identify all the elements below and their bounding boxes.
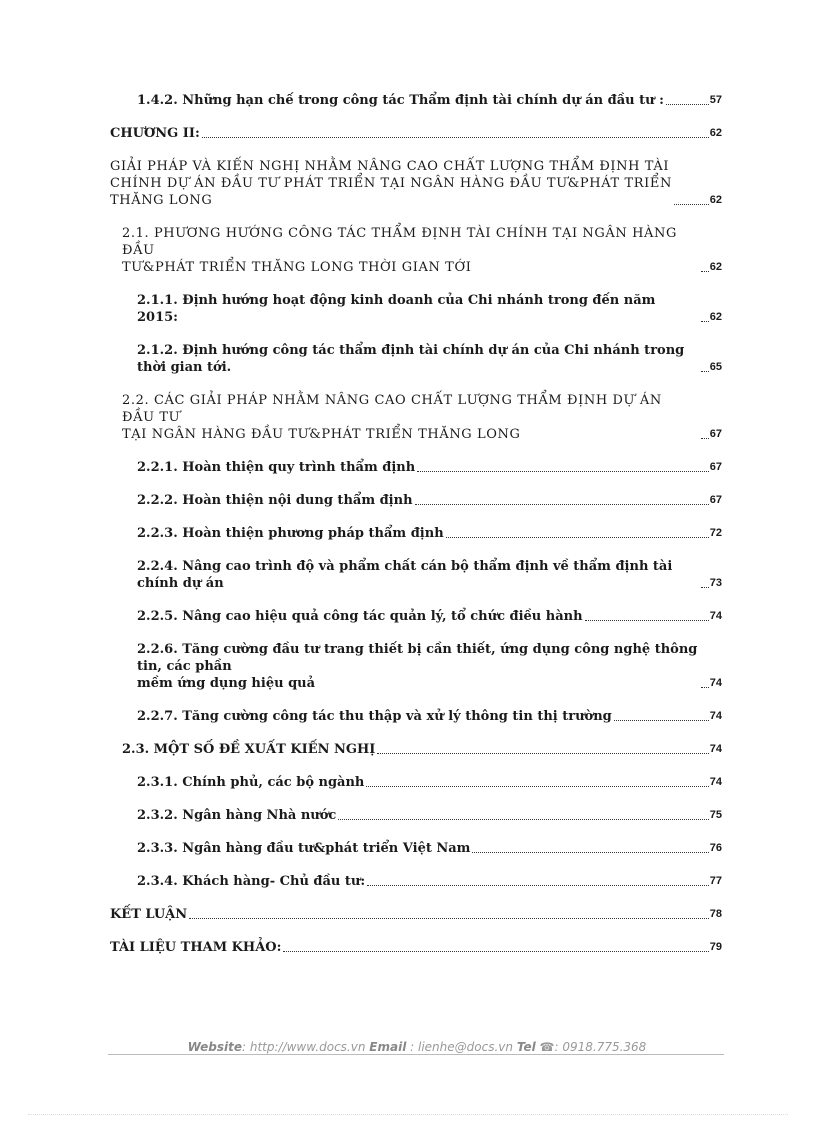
toc-entry-title: 2.1. PHƯƠNG HƯỚNG CÔNG TÁC THẨM ĐỊNH TÀI CHÍNH TẠI NGÂN HÀNG ĐẦU TƯ&PHÁT TRIỂN THĂNG LONG THỜI GIAN TỚI xyxy=(122,226,677,275)
toc-entry-title: 2.1.2. Định hướng công tác thẩm định tài chính dự án của Chi nhánh trong thời gian tới. xyxy=(137,343,685,375)
toc-page-number: 57 xyxy=(709,94,722,106)
toc-page-number: 76 xyxy=(709,842,722,854)
toc-entry[interactable] xyxy=(110,525,722,542)
toc-leader-dots xyxy=(585,620,709,621)
toc-leader-dots xyxy=(701,371,709,372)
toc-entry[interactable] xyxy=(110,873,722,890)
toc-leader-dots xyxy=(366,786,708,787)
toc-page-number: 73 xyxy=(709,577,722,589)
toc-page-number: 78 xyxy=(709,908,722,920)
toc-leader-dots xyxy=(472,852,708,853)
toc-entry-title: 2.2.4. Nâng cao trình độ và phẩm chất cán bộ thẩm định về thẩm định tài chính dự án xyxy=(137,559,673,591)
toc-page-number: 67 xyxy=(709,428,722,440)
toc-leader-dots xyxy=(701,687,709,688)
page-edge-divider xyxy=(28,1114,788,1115)
toc-entry-title: 2.2. CÁC GIẢI PHÁP NHẰM NÂNG CAO CHẤT LƯỢNG THẨM ĐỊNH DỰ ÁN ĐẦU TƯ TẠI NGÂN HÀNG ĐẦU TƯ&PHÁT TRIỂN THĂNG LONG xyxy=(122,393,662,442)
toc-entry[interactable] xyxy=(110,125,722,142)
toc-entry-title: TÀI LIỆU THAM KHẢO: xyxy=(110,940,282,955)
toc-page-number: 77 xyxy=(709,875,722,887)
page-footer xyxy=(110,1040,724,1054)
toc-entry-title: 1.4.2. Những hạn chế trong công tác Thẩm định tài chính dự án đầu tư : xyxy=(137,93,664,108)
toc-entry[interactable] xyxy=(110,292,722,326)
toc-leader-dots xyxy=(701,321,709,322)
toc-entry[interactable] xyxy=(110,492,722,509)
toc-page-number: 74 xyxy=(709,677,722,689)
toc-entry-title: 2.3.2. Ngân hàng Nhà nước xyxy=(137,808,337,823)
toc-entry-title: CHƯƠNG II: xyxy=(110,126,200,141)
toc-entry[interactable] xyxy=(110,708,722,725)
toc-page-number: 74 xyxy=(709,610,722,622)
footer-email-label: Email xyxy=(369,1040,407,1054)
toc-page-number: 67 xyxy=(709,494,722,506)
toc-leader-dots xyxy=(674,204,709,205)
toc-leader-dots xyxy=(701,271,709,272)
toc-entry-title: 2.2.3. Hoàn thiện phương pháp thẩm định xyxy=(137,526,444,541)
footer-tel: ☎: 0918.775.368 xyxy=(539,1040,647,1054)
toc-entry-title: 2.3.1. Chính phủ, các bộ ngành xyxy=(137,775,365,790)
toc-entry-title: 2.3. MỘT SỐ ĐỀ XUẤT KIẾN NGHỊ xyxy=(122,742,376,757)
footer-website[interactable]: : http://www.docs.vn xyxy=(242,1040,366,1054)
toc-leader-dots xyxy=(283,951,708,952)
toc-leader-dots xyxy=(446,537,709,538)
toc-leader-dots xyxy=(415,504,709,505)
toc-page-number: 74 xyxy=(709,776,722,788)
toc-entry[interactable] xyxy=(110,939,722,956)
footer-divider xyxy=(108,1054,724,1055)
toc-leader-dots xyxy=(666,104,709,105)
toc-entry[interactable] xyxy=(110,641,722,692)
toc-entry[interactable] xyxy=(110,459,722,476)
toc-leader-dots xyxy=(202,137,709,138)
toc-page-number: 72 xyxy=(709,527,722,539)
toc-entry-title: 2.1.1. Định hướng hoạt động kinh doanh của Chi nhánh trong đến năm 2015: xyxy=(137,293,656,325)
toc-leader-dots xyxy=(701,587,709,588)
toc-page-number: 74 xyxy=(709,710,722,722)
toc-page-number: 75 xyxy=(709,809,722,821)
toc-entry[interactable] xyxy=(110,840,722,857)
toc-entry-title: GIẢI PHÁP VÀ KIẾN NGHỊ NHẰM NÂNG CAO CHẤT LƯỢNG THẨM ĐỊNH TÀI CHÍNH DỰ ÁN ĐẦU TƯ PHÁT TRIỂN TẠI NGÂN HÀNG ĐẦU TƯ&PHÁT TRIỂN THĂNG LONG xyxy=(110,159,672,208)
toc-entry[interactable] xyxy=(110,158,722,209)
toc-leader-dots xyxy=(701,438,709,439)
table-of-contents xyxy=(110,92,722,972)
toc-entry[interactable] xyxy=(110,225,722,276)
toc-entry-title: 2.2.6. Tăng cường đầu tư trang thiết bị cần thiết, ứng dụng công nghệ thông tin, các phần mềm ứng dụng hiệu quả xyxy=(137,642,698,691)
toc-page-number: 67 xyxy=(709,461,722,473)
toc-entry[interactable] xyxy=(110,392,722,443)
footer-website-label: Website xyxy=(187,1040,242,1054)
toc-leader-dots xyxy=(377,753,708,754)
toc-entry-title: KẾT LUẬN xyxy=(110,907,188,922)
toc-page-number: 74 xyxy=(709,743,722,755)
footer-email[interactable]: : lienhe@docs.vn xyxy=(410,1040,513,1054)
toc-leader-dots xyxy=(367,885,709,886)
toc-entry-title: 2.2.1. Hoàn thiện quy trình thẩm định xyxy=(137,460,416,475)
toc-entry[interactable] xyxy=(110,342,722,376)
toc-entry-title: 2.2.5. Nâng cao hiệu quả công tác quản lý, tổ chức điều hành xyxy=(137,609,583,624)
toc-page-number: 65 xyxy=(709,361,722,373)
toc-entry[interactable] xyxy=(110,906,722,923)
toc-leader-dots xyxy=(417,471,709,472)
toc-entry[interactable] xyxy=(110,741,722,758)
toc-page-number: 62 xyxy=(709,127,722,139)
toc-entry-title: 2.3.4. Khách hàng- Chủ đầu tư: xyxy=(137,874,366,889)
toc-page-number: 62 xyxy=(709,261,722,273)
toc-entry[interactable] xyxy=(110,774,722,791)
toc-entry[interactable] xyxy=(110,558,722,592)
toc-page-number: 62 xyxy=(709,311,722,323)
toc-entry-title: 2.3.3. Ngân hàng đầu tư&phát triển Việt Nam xyxy=(137,841,471,856)
toc-entry[interactable] xyxy=(110,807,722,824)
toc-entry-title: 2.2.2. Hoàn thiện nội dung thẩm định xyxy=(137,493,413,508)
toc-entry-title: 2.2.7. Tăng cường công tác thu thập và xử lý thông tin thị trường xyxy=(137,709,612,724)
toc-page-number: 79 xyxy=(709,941,722,953)
toc-entry[interactable] xyxy=(110,92,722,109)
toc-leader-dots xyxy=(338,819,708,820)
toc-leader-dots xyxy=(614,720,709,721)
toc-entry[interactable] xyxy=(110,608,722,625)
footer-tel-label: Tel xyxy=(516,1040,536,1054)
toc-page-number: 62 xyxy=(709,194,722,206)
toc-leader-dots xyxy=(189,918,709,919)
